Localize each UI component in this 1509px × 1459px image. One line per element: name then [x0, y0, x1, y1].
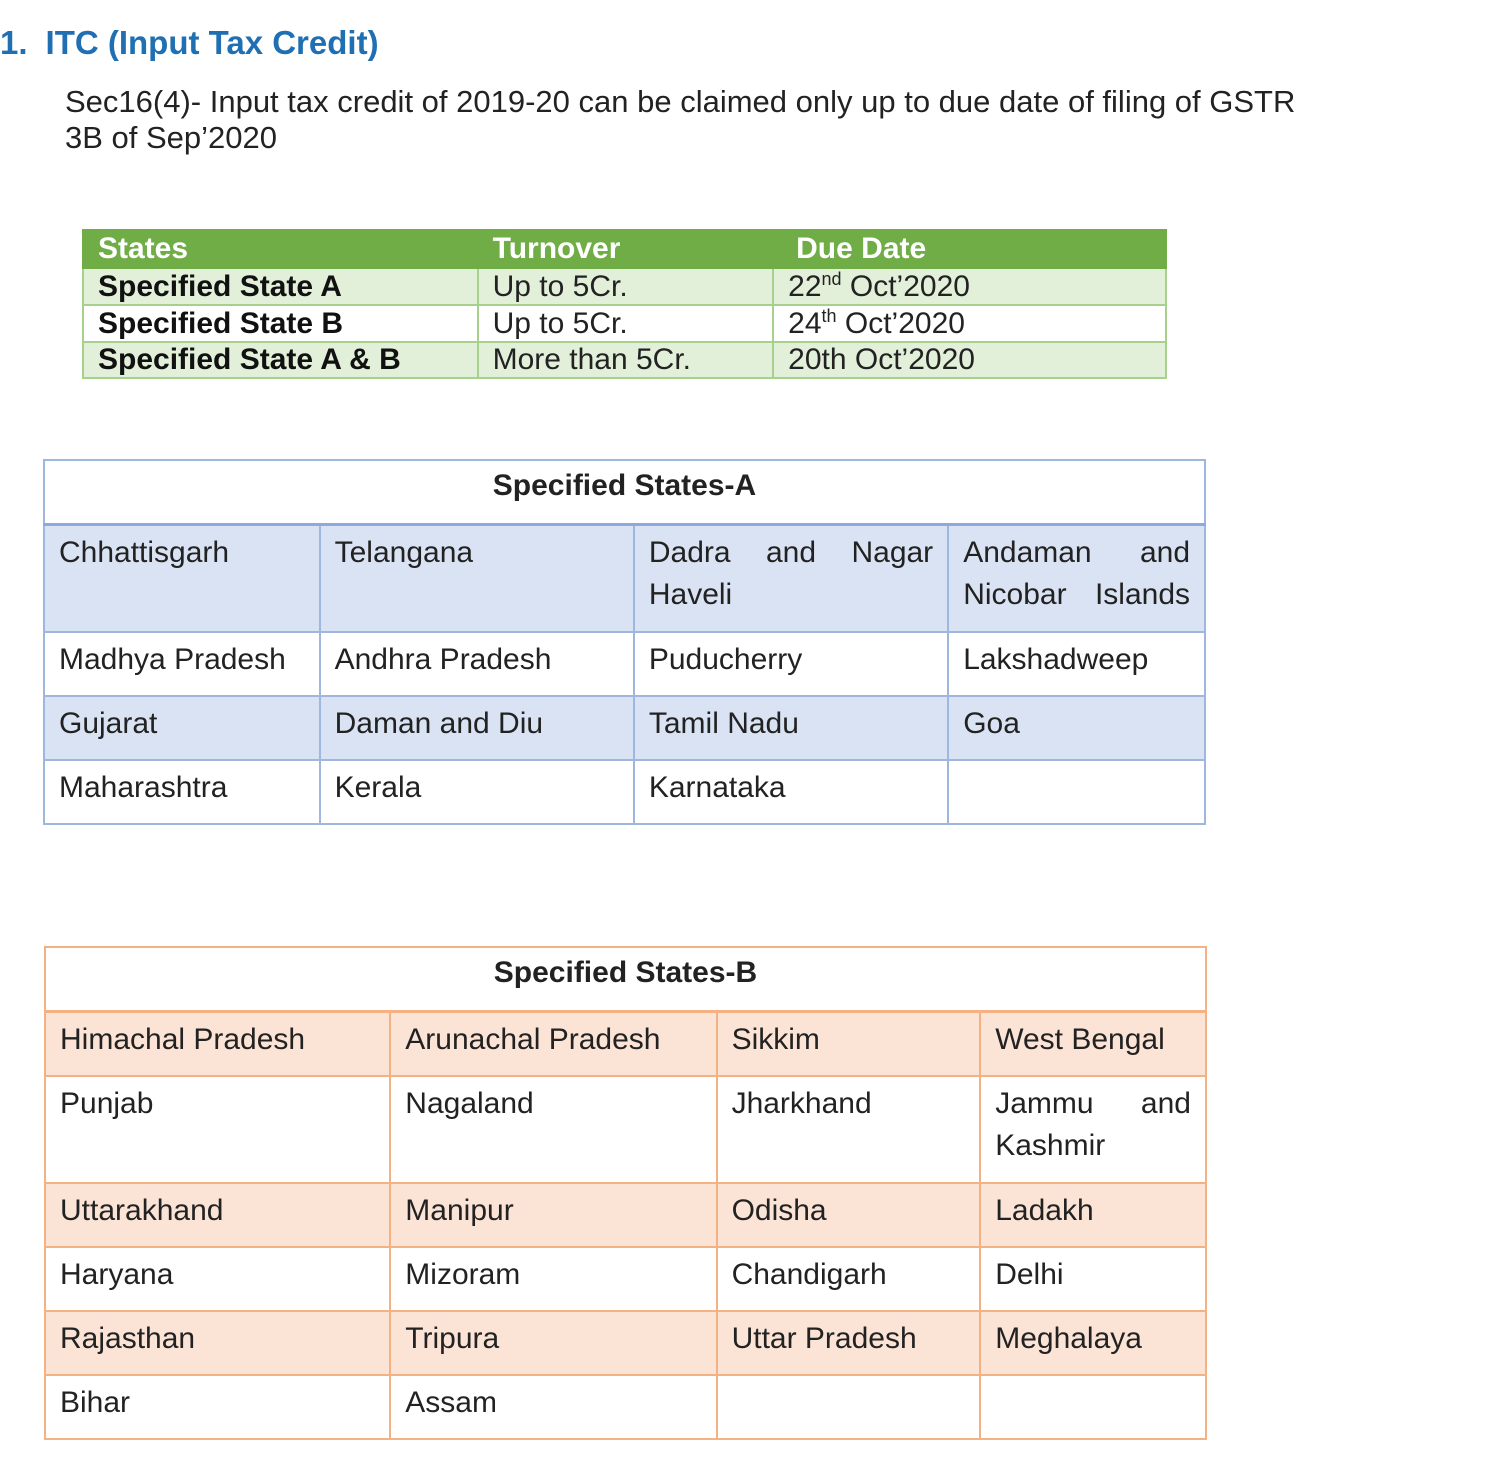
state-name-cell: Arunachal Pradesh — [390, 1012, 716, 1076]
itc-description: Sec16(4)- Input tax credit of 2019-20 can be claimed only up to due date of filing of GSTR 3B of Sep’2020 — [65, 84, 1296, 155]
state-name-cell: Chhattisgarh — [44, 525, 320, 632]
state-name-cell: Rajasthan — [45, 1311, 390, 1375]
state-name-cell: Puducherry — [634, 632, 948, 696]
state-name-cell: Manipur — [390, 1183, 716, 1247]
due-day: 24 — [788, 307, 822, 340]
due-month-year: Oct’2020 — [841, 270, 970, 303]
states-a-title: Specified States-A — [44, 460, 1205, 525]
due-month-year: Oct’2020 — [836, 307, 965, 340]
state-name-cell: Tamil Nadu — [634, 696, 948, 760]
state-name-cell: Kerala — [320, 760, 634, 824]
states-a-row — [44, 760, 1205, 824]
state-name-cell: West Bengal — [980, 1012, 1206, 1076]
state-name-cell: Ladakh — [980, 1183, 1206, 1247]
state-name-cell: Jharkhand — [717, 1076, 981, 1183]
state-name-text: Andaman and Nicobar Islands — [963, 536, 1190, 611]
states-a-row — [44, 696, 1205, 760]
state-name-cell: Daman and Diu — [320, 696, 634, 760]
state-name-cell: Uttar Pradesh — [717, 1311, 981, 1375]
states-b-title: Specified States-B — [45, 947, 1206, 1012]
turnover-cell: Up to 5Cr. — [478, 305, 774, 342]
header-states: States — [83, 230, 478, 268]
section-title: ITC (Input Tax Credit) — [45, 24, 379, 61]
due-month-year: Oct’2020 — [846, 343, 975, 376]
state-name-cell — [634, 525, 948, 632]
state-name-cell: Tripura — [390, 1311, 716, 1375]
state-name-cell: Telangana — [320, 525, 634, 632]
state-name-cell: Maharashtra — [44, 760, 320, 824]
due-day-suffix: nd — [821, 269, 842, 289]
states-b-row — [45, 1247, 1206, 1311]
state-name-cell: Himachal Pradesh — [45, 1012, 390, 1076]
state-name-cell: Nagaland — [390, 1076, 716, 1183]
due-table-header-row — [83, 230, 1166, 268]
state-name-cell: Gujarat — [44, 696, 320, 760]
states-b-row — [45, 1012, 1206, 1076]
due-date-cell — [773, 268, 1166, 305]
due-date-cell — [773, 342, 1166, 378]
state-name-cell: Goa — [948, 696, 1205, 760]
due-table-row — [83, 268, 1166, 305]
state-name-cell — [980, 1076, 1206, 1183]
state-name-cell: Andhra Pradesh — [320, 632, 634, 696]
state-name-cell: Uttarakhand — [45, 1183, 390, 1247]
state-name-cell: Assam — [390, 1375, 716, 1439]
state-name-text: Dadra and Nagar Haveli — [648, 536, 934, 611]
turnover-cell: Up to 5Cr. — [478, 268, 774, 305]
due-table-row — [83, 342, 1166, 378]
state-name-cell — [717, 1375, 981, 1439]
specified-states-b-table — [44, 946, 1207, 1440]
states-a-row — [44, 525, 1205, 632]
state-name-cell: Bihar — [45, 1375, 390, 1439]
state-name-cell — [948, 760, 1205, 824]
specified-states-a-table — [43, 459, 1206, 825]
state-name-cell: Delhi — [980, 1247, 1206, 1311]
state-name-cell: Madhya Pradesh — [44, 632, 320, 696]
due-date-table — [82, 229, 1167, 379]
header-turnover: Turnover — [478, 230, 774, 268]
state-cell: Specified State A — [83, 268, 478, 305]
state-name-cell — [948, 525, 1205, 632]
state-name-cell: Meghalaya — [980, 1311, 1206, 1375]
state-name-text: Jammu and Kashmir — [995, 1086, 1191, 1162]
state-name-cell — [980, 1375, 1206, 1439]
states-b-row — [45, 1311, 1206, 1375]
state-cell: Specified State B — [83, 305, 478, 342]
section-heading — [0, 24, 379, 62]
state-name-cell: Haryana — [45, 1247, 390, 1311]
state-name-cell: Odisha — [717, 1183, 981, 1247]
state-cell: Specified State A & B — [83, 342, 478, 378]
header-due-date: Due Date — [773, 230, 1166, 268]
state-name-cell: Sikkim — [717, 1012, 981, 1076]
states-b-row — [45, 1375, 1206, 1439]
state-name-cell: Lakshadweep — [948, 632, 1205, 696]
state-name-cell: Chandigarh — [717, 1247, 981, 1311]
due-day: 22 — [788, 270, 822, 303]
due-table-row — [83, 305, 1166, 342]
states-a-row — [44, 632, 1205, 696]
due-day: 20th — [788, 343, 847, 376]
turnover-cell: More than 5Cr. — [478, 342, 774, 378]
due-day-suffix: th — [821, 306, 837, 326]
state-name-cell: Punjab — [45, 1076, 390, 1183]
states-b-row — [45, 1076, 1206, 1183]
state-name-cell: Karnataka — [634, 760, 948, 824]
section-number: 1. — [0, 24, 28, 61]
states-b-row — [45, 1183, 1206, 1247]
state-name-cell: Mizoram — [390, 1247, 716, 1311]
due-date-cell — [773, 305, 1166, 342]
